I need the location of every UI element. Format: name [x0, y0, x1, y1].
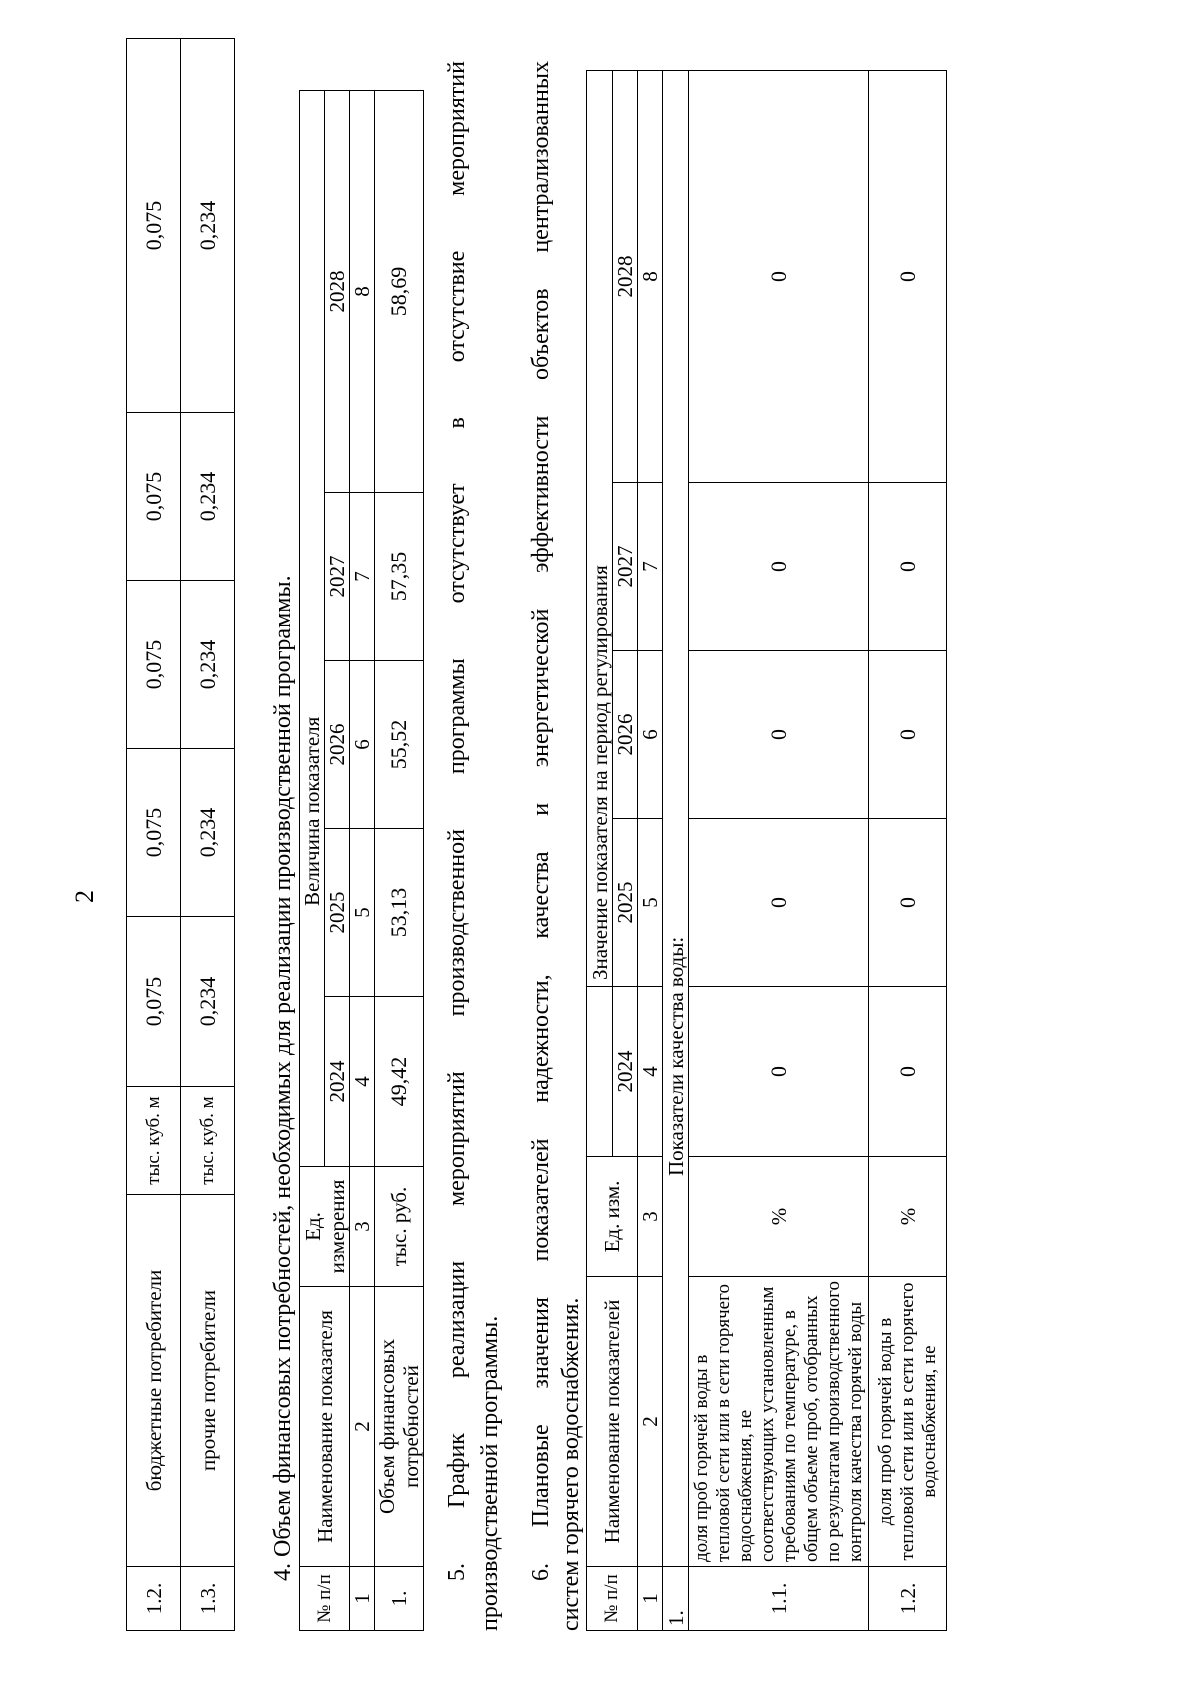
row-unit: % — [689, 1157, 869, 1277]
table-row — [869, 70, 947, 1630]
index-cell: 1 — [350, 1567, 375, 1631]
header-name: Наименование показателей — [587, 1277, 638, 1567]
word: и — [528, 802, 554, 816]
year-2024: 2024 — [325, 997, 350, 1167]
year-2026: 2026 — [325, 661, 350, 829]
cell-value: 53,13 — [375, 829, 424, 997]
year-2024: 2024 — [613, 987, 638, 1157]
row-unit: тыс. куб. м — [181, 1087, 235, 1195]
table-row — [689, 70, 869, 1630]
index-cell: 2 — [638, 1277, 663, 1567]
index-cell: 2 — [350, 1287, 375, 1567]
row-number: 1.1. — [689, 1567, 869, 1631]
cell-value: 0,234 — [181, 581, 235, 749]
section-5-line-1 — [442, 61, 472, 1581]
header-value: Величина показателя — [300, 90, 325, 1166]
row-number: 1.2. — [869, 1567, 947, 1631]
year-2028: 2028 — [325, 90, 350, 492]
cell-value: 0,075 — [127, 581, 181, 749]
word: программы — [444, 658, 470, 775]
year-2025: 2025 — [613, 819, 638, 987]
row-name: доля проб горячей воды в тепловой сети или в сети горячего водоснабжения, не — [869, 1277, 947, 1567]
word: централизованных — [528, 61, 554, 253]
cell-value: 58,69 — [375, 90, 424, 492]
word: отсутствует — [444, 483, 470, 604]
word: мероприятий — [444, 1071, 470, 1206]
section-6-line-2: систем горячего водоснабжения. — [558, 1297, 584, 1631]
index-cell: 8 — [350, 90, 375, 492]
index-cell: 5 — [350, 829, 375, 997]
table-row — [127, 39, 181, 1631]
year-2025: 2025 — [325, 829, 350, 997]
index-cell: 8 — [638, 70, 663, 482]
year-2027: 2027 — [325, 493, 350, 661]
cell-value: 0 — [869, 987, 947, 1157]
cell-value: 0 — [689, 651, 869, 819]
word: отсутствие — [444, 250, 470, 363]
row-number: 1.2. — [127, 1567, 181, 1631]
row-unit: тыс. руб. — [375, 1167, 424, 1287]
indicators-table — [586, 70, 947, 1631]
section-number: 1. — [663, 1567, 689, 1631]
cell-value: 0,234 — [181, 413, 235, 581]
section-4-heading: 4. Объем финансовых потребностей, необходимых для реализации производственной программы. — [270, 575, 296, 1581]
header-number: № п/п — [587, 1567, 638, 1631]
cell-value: 0 — [689, 819, 869, 987]
cell-value: 0,075 — [127, 749, 181, 917]
cell-value: 0,075 — [127, 413, 181, 581]
word: показателей — [528, 1138, 554, 1262]
cell-value: 57,35 — [375, 493, 424, 661]
word: в — [444, 417, 470, 429]
row-name: Объем финансовых потребностей — [375, 1287, 424, 1567]
row-name: прочие потребители — [181, 1195, 235, 1567]
word: объектов — [528, 288, 554, 380]
index-cell: 6 — [350, 661, 375, 829]
section-title: Показатели качества воды: — [663, 70, 689, 1566]
cell-value: 55,52 — [375, 661, 424, 829]
header-unit: Ед. измерения — [300, 1167, 350, 1287]
row-number: 1. — [375, 1567, 424, 1631]
header-blank — [587, 987, 613, 1157]
cell-value: 0 — [869, 819, 947, 987]
page-number: 2 — [70, 890, 99, 903]
word: 6. — [528, 1563, 554, 1581]
cell-value: 0 — [689, 70, 869, 482]
header-number: № п/п — [300, 1567, 350, 1631]
word: надежности, — [528, 974, 554, 1103]
cell-value: 0,075 — [127, 917, 181, 1087]
header-value: Значение показателя на период регулирования — [587, 70, 613, 986]
index-row — [638, 70, 663, 1630]
cell-value: 0 — [869, 70, 947, 482]
word: мероприятий — [444, 61, 470, 196]
cell-value: 0 — [689, 483, 869, 651]
index-row — [350, 90, 375, 1630]
word: производственной — [444, 829, 470, 1017]
cell-value: 0,234 — [181, 917, 235, 1087]
cell-value: 0,075 — [127, 39, 181, 413]
word: эффективности — [528, 415, 554, 573]
index-cell: 6 — [638, 651, 663, 819]
table-row — [375, 90, 424, 1630]
section-row — [663, 70, 689, 1630]
index-cell: 4 — [638, 987, 663, 1157]
year-2026: 2026 — [613, 651, 638, 819]
row-name: доля проб горячей воды в тепловой сети или в сети горячего водоснабжения, не соответствующих установленным требованиям по температуре, в общем объеме проб, отобранных по результатам производственного контроля качества горячей воды — [689, 1277, 869, 1567]
header-row — [587, 70, 613, 1630]
index-cell: 3 — [638, 1157, 663, 1277]
financial-needs-table — [299, 90, 424, 1631]
word: График — [444, 1433, 470, 1509]
cell-value: 0,234 — [181, 39, 235, 413]
header-name: Наименование показателя — [300, 1287, 350, 1567]
cell-value: 0,234 — [181, 749, 235, 917]
header-unit: Ед. изм. — [587, 1157, 638, 1277]
section-6-line-1 — [526, 61, 556, 1581]
word: значения — [528, 1297, 554, 1389]
cell-value: 49,42 — [375, 997, 424, 1167]
row-number: 1.3. — [181, 1567, 235, 1631]
row-unit: тыс. куб. м — [127, 1087, 181, 1195]
header-row — [300, 90, 325, 1630]
word: Плановые — [528, 1424, 554, 1528]
word: качества — [528, 851, 554, 939]
consumption-table — [126, 38, 235, 1631]
year-2027: 2027 — [613, 483, 638, 651]
word: 5. — [444, 1563, 470, 1581]
cell-value: 0 — [869, 651, 947, 819]
table-row — [181, 39, 235, 1631]
cell-value: 0 — [689, 987, 869, 1157]
index-cell: 7 — [638, 483, 663, 651]
section-5-line-2: производственной программы. — [477, 1315, 503, 1631]
cell-value: 0 — [869, 483, 947, 651]
index-cell: 7 — [350, 493, 375, 661]
row-unit: % — [869, 1157, 947, 1277]
index-cell: 4 — [350, 997, 375, 1167]
word: энергетической — [528, 608, 554, 768]
word: реализации — [444, 1260, 470, 1379]
year-2028: 2028 — [613, 70, 638, 482]
index-cell: 1 — [638, 1567, 663, 1631]
index-cell: 3 — [350, 1167, 375, 1287]
row-name: бюджетные потребители — [127, 1195, 181, 1567]
index-cell: 5 — [638, 819, 663, 987]
